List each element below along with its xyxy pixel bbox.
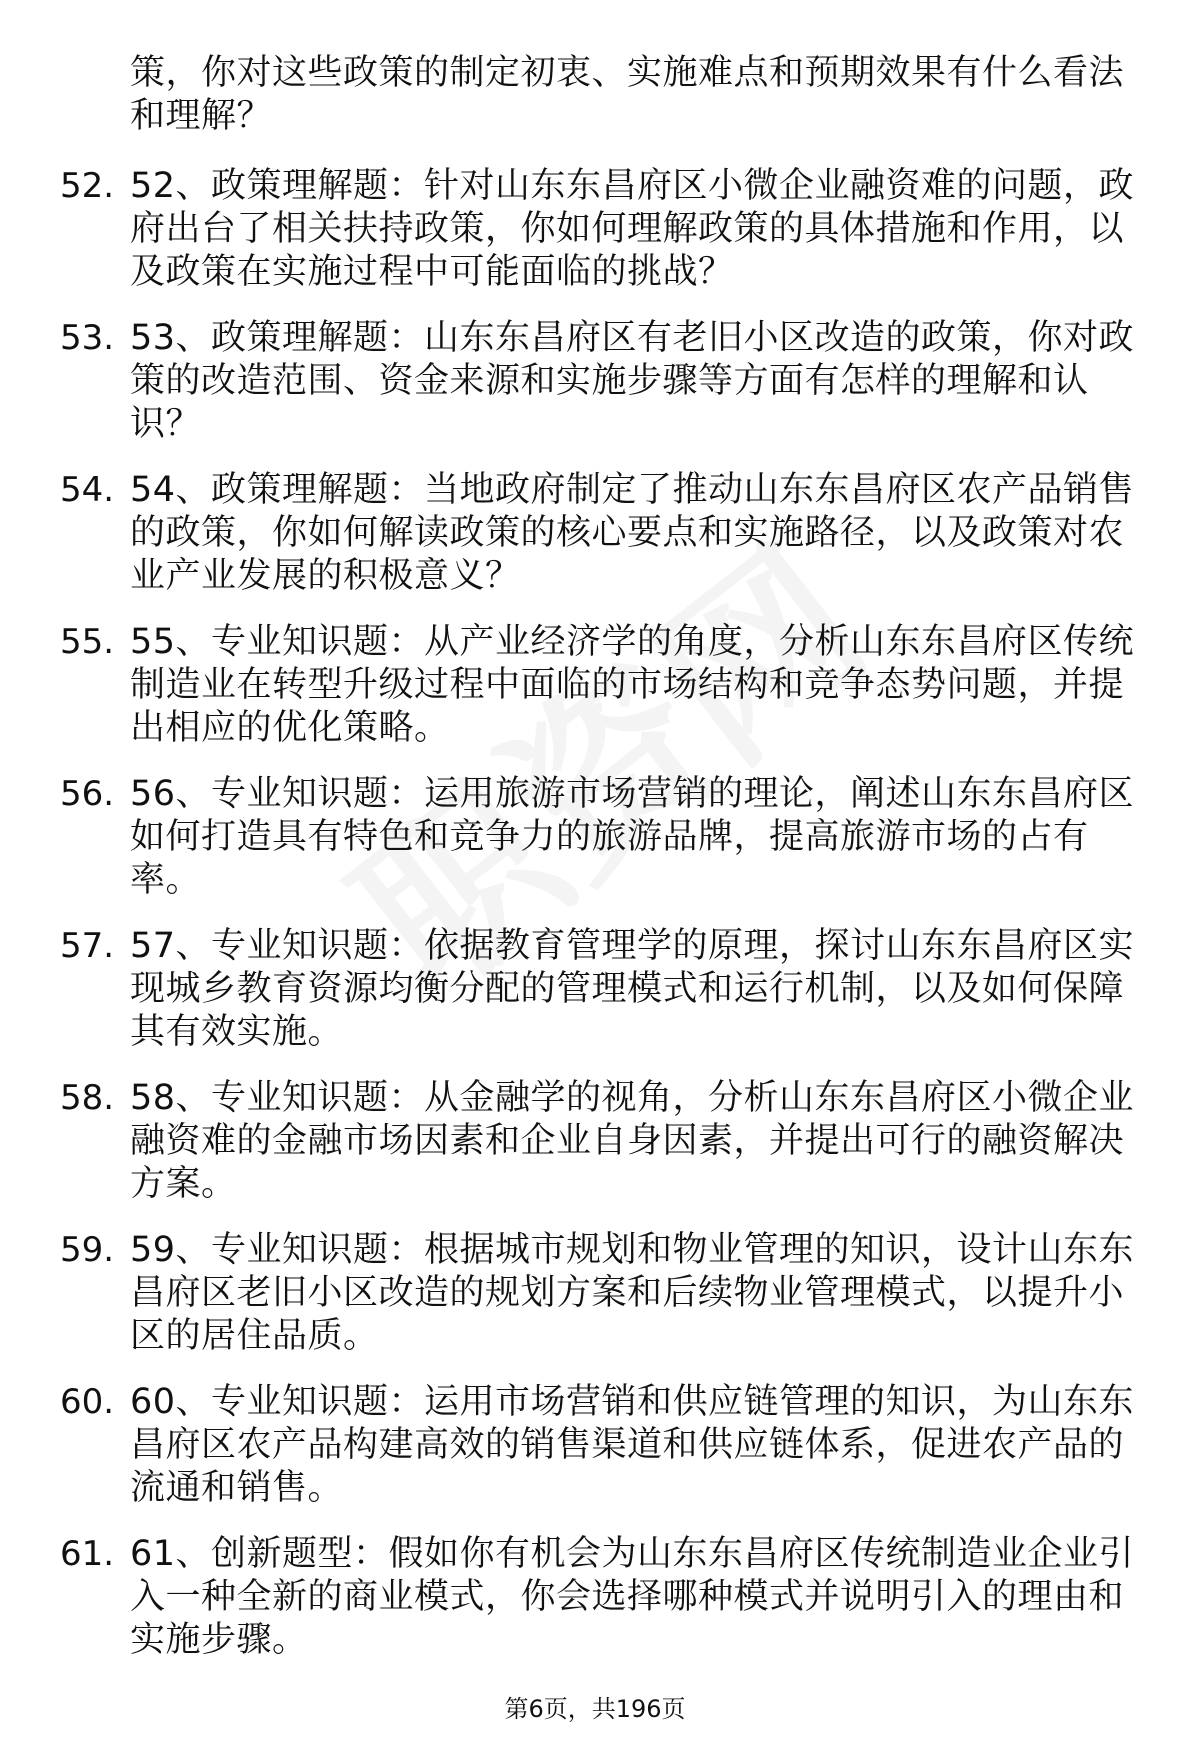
question-item (0, 925, 1190, 1077)
question-number: 55. (60, 622, 115, 662)
question-item (0, 1533, 1190, 1685)
question-text: 58、专业知识题：从金融学的视角，分析山东东昌府区小微企业融资难的金融市场因素和企业自身因素，并提出可行的融资解决方案。 (130, 1078, 1135, 1204)
question-text: 53、政策理解题：山东东昌府区有老旧小区改造的政策，你对政策的改造范围、资金来源和实施步骤等方面有怎样的理解和认识？ (130, 318, 1135, 444)
question-item (0, 773, 1190, 925)
question-number: 53. (60, 318, 115, 358)
question-item (0, 1077, 1190, 1229)
question-list (0, 165, 1190, 1685)
question-number: 54. (60, 470, 115, 510)
question-number: 56. (60, 774, 115, 814)
question-text: 55、专业知识题：从产业经济学的角度，分析山东东昌府区传统制造业在转型升级过程中面临的市场结构和竞争态势问题，并提出相应的优化策略。 (130, 622, 1135, 748)
question-text: 56、专业知识题：运用旅游市场营销的理论，阐述山东东昌府区如何打造具有特色和竞争力的旅游品牌，提高旅游市场的占有率。 (130, 774, 1135, 900)
question-number: 59. (60, 1230, 115, 1270)
question-number: 58. (60, 1078, 115, 1118)
question-item (0, 165, 1190, 317)
question-item (0, 621, 1190, 773)
question-text: 61、创新题型：假如你有机会为山东东昌府区传统制造业企业引入一种全新的商业模式，你会选择哪种模式并说明引入的理由和实施步骤。 (130, 1534, 1135, 1660)
page-footer: 第6页，共196页 (504, 1695, 686, 1723)
question-number: 52. (60, 166, 115, 206)
question-number: 61. (60, 1534, 115, 1574)
question-number: 60. (60, 1382, 115, 1422)
question-text: 59、专业知识题：根据城市规划和物业管理的知识，设计山东东昌府区老旧小区改造的规划方案和后续物业管理模式，以提升小区的居住品质。 (130, 1230, 1135, 1356)
continued-question-text: 策，你对这些政策的制定初衷、实施难点和预期效果有什么看法和理解？ (130, 53, 1125, 136)
question-item (0, 317, 1190, 469)
question-item (0, 1229, 1190, 1381)
question-number: 57. (60, 926, 115, 966)
question-text: 52、政策理解题：针对山东东昌府区小微企业融资难的问题，政府出台了相关扶持政策，你如何理解政策的具体措施和作用，以及政策在实施过程中可能面临的挑战？ (130, 166, 1135, 292)
question-text: 57、专业知识题：依据教育管理学的原理，探讨山东东昌府区实现城乡教育资源均衡分配的管理模式和运行机制，以及如何保障其有效实施。 (130, 926, 1135, 1052)
question-item (0, 1381, 1190, 1533)
question-item (0, 469, 1190, 621)
question-text: 54、政策理解题：当地政府制定了推动山东东昌府区农产品销售的政策，你如何解读政策的核心要点和实施路径，以及政策对农业产业发展的积极意义？ (130, 470, 1135, 596)
question-text: 60、专业知识题：运用市场营销和供应链管理的知识，为山东东昌府区农产品构建高效的销售渠道和供应链体系，促进农产品的流通和销售。 (130, 1382, 1135, 1508)
